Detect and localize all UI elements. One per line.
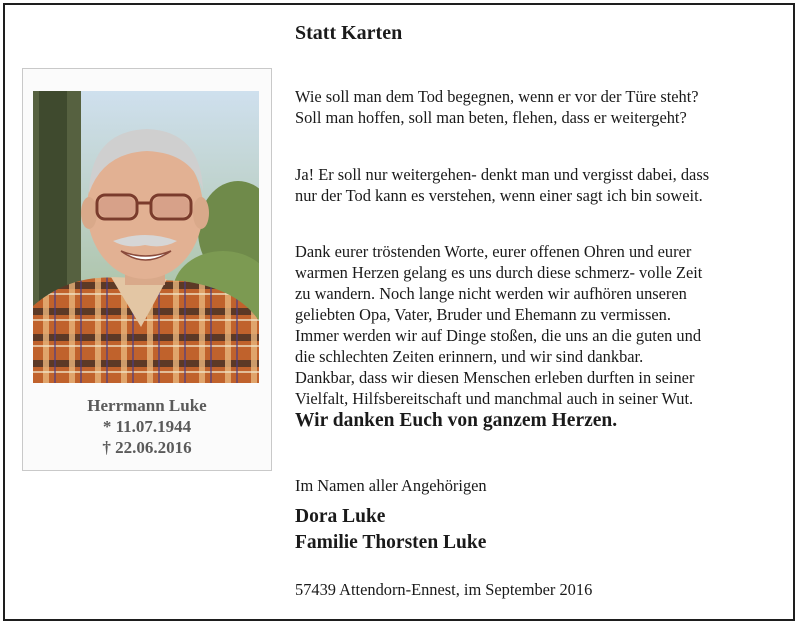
poem-line: Wie soll man dem Tod begegnen, wenn er vor der Türe steht? (295, 87, 699, 106)
thanks-line: warmen Herzen gelang es uns durch diese schmerz- volle Zeit (295, 263, 703, 282)
death-date: † 22.06.2016 (102, 438, 192, 457)
notice-heading: Statt Karten (295, 22, 403, 44)
thanks-line: Dankbar, dass wir diesen Menschen erleben durften in seiner (295, 368, 695, 387)
thanks-bold-line: Wir danken Euch von ganzem Herzen. (295, 410, 618, 431)
signer-name: Dora Luke (295, 506, 386, 527)
on-behalf-line: Im Namen aller Angehörigen (295, 476, 487, 495)
thanks-paragraph (295, 241, 702, 409)
place-and-date: 57439 Attendorn-Ennest, im September 2016 (295, 580, 593, 599)
deceased-name: Herrmann Luke (87, 396, 207, 415)
poem-line: Soll man hoffen, soll man beten, flehen, dass er weitergeht? (295, 108, 687, 127)
thanks-line: geliebten Opa, Vater, Bruder und Ehemann zu vermissen. (295, 305, 671, 324)
thanks-line: Vielfalt, Hilfsbereitschaft und manchmal auch in seiner Wut. (295, 389, 694, 408)
thanks-line: die schlechten Zeiten erinnern, und wir sind dankbar. (295, 347, 644, 366)
poem-verse-1 (295, 86, 699, 128)
thanks-line: Immer werden wir auf Dinge stoßen, die uns an die guten und (295, 326, 702, 345)
poem-verse-2 (295, 164, 709, 206)
deceased-caption (23, 395, 271, 458)
thanks-line: zu wandern. Noch lange nicht werden wir aufhören unseren (295, 284, 687, 303)
poem-line: Ja! Er soll nur weitergehen- denkt man und vergisst dabei, dass (295, 165, 710, 184)
birth-date: * 11.07.1944 (102, 417, 192, 436)
memorial-photo-card (22, 68, 272, 471)
portrait-photo-icon (33, 91, 259, 383)
signer-family: Familie Thorsten Luke (295, 532, 487, 553)
portrait-photo (33, 91, 259, 383)
poem-line: nur der Tod kann es verstehen, wenn einer sagt ich bin soweit. (295, 186, 703, 205)
thanks-line: Dank eurer tröstenden Worte, eurer offenen Ohren und eurer (295, 242, 692, 261)
